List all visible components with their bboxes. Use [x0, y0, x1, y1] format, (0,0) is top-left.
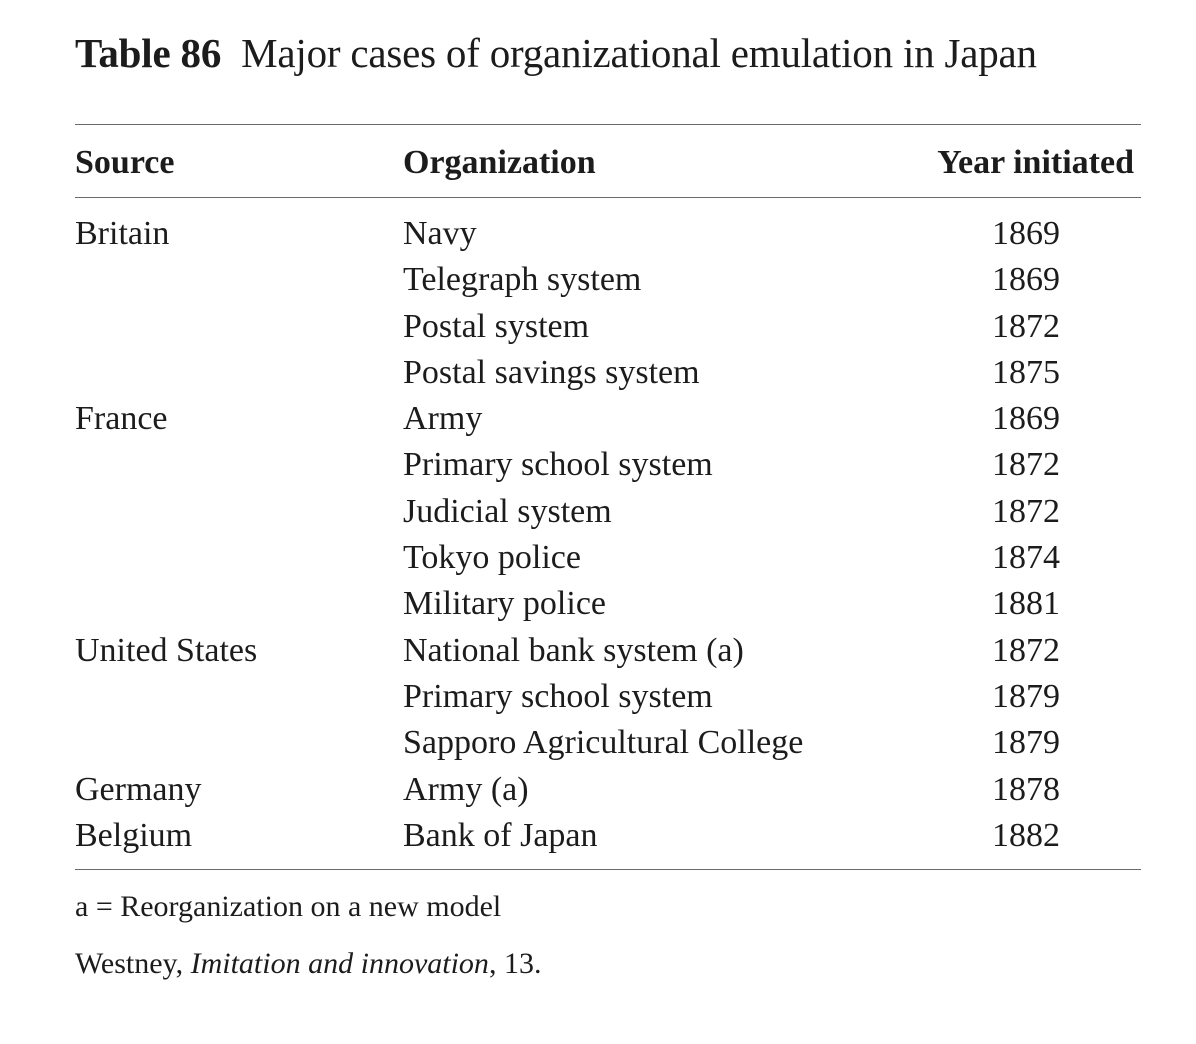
cell-year: 1879 [992, 677, 1060, 715]
cell-organization: National bank system (a) [403, 631, 744, 669]
cell-year: 1874 [992, 539, 1060, 577]
cell-year: 1872 [992, 307, 1060, 345]
table-header [0, 140, 1196, 186]
cell-organization: Sapporo Agricultural College [403, 724, 804, 762]
cell-organization: Military police [403, 585, 607, 623]
cell-year: 1872 [992, 631, 1060, 669]
citation-work: Imitation and innovation [190, 947, 489, 980]
source-citation [75, 942, 541, 986]
cell-organization: Postal system [403, 307, 590, 345]
cell-year: 1869 [992, 215, 1060, 252]
cell-year: 1878 [992, 770, 1060, 808]
cell-year: 1881 [992, 585, 1060, 623]
table-row [0, 767, 1196, 813]
table-row [0, 535, 1196, 581]
table-row [0, 628, 1196, 674]
bottom-rule [75, 869, 1141, 870]
table-row [0, 674, 1196, 720]
cell-source: United States [75, 631, 258, 669]
cell-organization: Army (a) [403, 770, 529, 808]
cell-organization: Army [403, 400, 483, 438]
table-row [0, 304, 1196, 350]
cell-year: 1872 [992, 446, 1060, 484]
cell-source: Belgium [75, 816, 193, 854]
table-row [0, 396, 1196, 442]
cell-year: 1869 [992, 261, 1060, 299]
cell-year: 1875 [992, 353, 1060, 391]
cell-year: 1872 [992, 492, 1060, 530]
cell-organization: Telegraph system [403, 261, 642, 299]
header-source: Source [75, 144, 175, 181]
top-rule [75, 124, 1141, 125]
cell-organization: Tokyo police [403, 539, 581, 577]
table-body [0, 211, 1196, 859]
table-row [0, 350, 1196, 396]
citation-page: , 13. [488, 947, 542, 980]
cell-organization: Judicial system [403, 492, 612, 530]
table-row [0, 813, 1196, 859]
table-row [0, 489, 1196, 535]
cell-organization: Navy [403, 215, 477, 252]
cell-year: 1882 [992, 816, 1060, 854]
table-row [0, 257, 1196, 303]
cell-year: 1869 [992, 400, 1060, 438]
cell-organization: Postal savings system [403, 353, 700, 391]
header-year-initiated: Year initiated [937, 144, 1134, 181]
table-title: Major cases of organizational emulation in Japan [241, 30, 1037, 76]
cell-year: 1879 [992, 724, 1060, 762]
table-footnote: a = Reorganization on a new model [75, 890, 502, 923]
header-rule [75, 197, 1141, 198]
citation-author: Westney, [75, 947, 191, 980]
cell-source: France [75, 400, 168, 438]
cell-organization: Primary school system [403, 446, 713, 484]
table-row [0, 211, 1196, 257]
cell-source: Germany [75, 770, 202, 808]
table-row [0, 442, 1196, 488]
cell-organization: Bank of Japan [403, 816, 598, 854]
table-row [0, 581, 1196, 627]
table-row [0, 720, 1196, 766]
table-label: Table 86 [75, 30, 222, 76]
cell-source: Britain [75, 215, 170, 252]
cell-organization: Primary school system [403, 677, 713, 715]
header-organization: Organization [403, 144, 596, 181]
table-caption [75, 28, 1037, 78]
